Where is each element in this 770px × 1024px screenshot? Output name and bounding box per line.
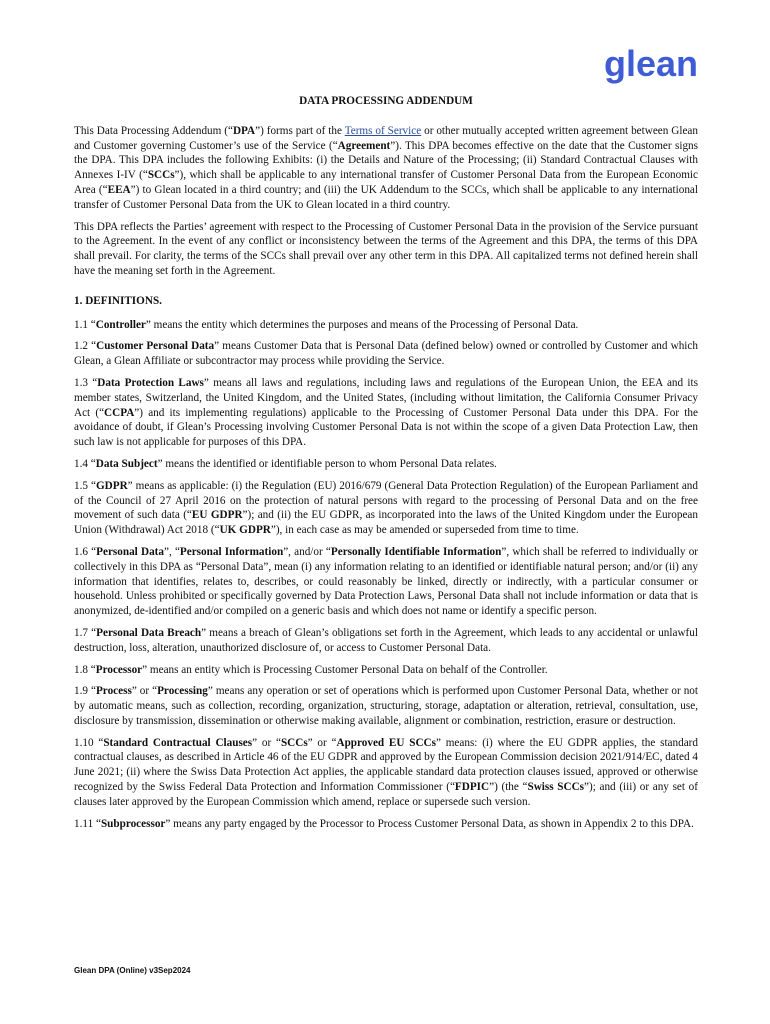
definition-1-2: 1.2 “Customer Personal Data” means Customer Data that is Personal Data (defined below) owned or controlled by Customer and which Glean, a Glean Affiliate or subcontractor may process while providing the Service.: [74, 340, 698, 368]
definition-1-4: 1.4 “Data Subject” means the identified or identifiable person to whom Personal Data relates.: [74, 457, 497, 470]
intro-paragraph-2: This DPA reflects the Parties’ agreement with respect to the Processing of Customer Personal Data in the provision of the Service pursuant to the Agreement. In the event of any conflict or inconsistency between the terms of the Agreement and this DPA, the terms of this DPA shall prevail. For clarity, the terms of the SCCs shall prevail over any other term in this DPA. All capitalized terms not defined herein shall have the meaning set forth in the Agreement.: [74, 220, 698, 277]
definition-1-10: 1.10 “Standard Contractual Clauses” or “SCCs” or “Approved EU SCCs” means: (i) where the EU GDPR applies, the standard contractual clauses, as described in Article 46 of the EU GDPR and approved by the European Commission decision 2021/914/EC, dated 4 June 2021; (ii) where the Swiss Data Protection Act applies, the applicable standard data protection clauses issued, approved or otherwise recognized by the Swiss Federal Data Protection and Information Commissioner (“FDPIC”) (the “Swiss SCCs”); and (iii) or any set of clauses later approved by the European Commission which amend, replace or supersede such version.: [74, 736, 698, 808]
logo-text: glean: [603, 44, 699, 84]
definition-1-6: 1.6 “Personal Data”, “Personal Information”, and/or “Personally Identifiable Information”, which shall be referred to individually or collectively in this DPA as “Personal Data”, mean (i) any information relating to an identified or identifiable natural person; and/or (ii) any information that identifies, relates to, describes, or could reasonably be linked, directly or indirectly, with a particular consumer or household. Unless prohibited or specifically governed by Data Protection Laws, Personal Data shall not include information or data that is anonymized, de-identified and/or compiled on a generic basis and which does not name or identify a specific person.: [74, 545, 699, 618]
definition-1-3: 1.3 “Data Protection Laws” means all laws and regulations, including laws and regulations of the European Union, the EEA and its member states, Switzerland, the United Kingdom, and the United States, (including without limitation, the California Consumer Privacy Act (“CCPA”) and its implementing regulations) applicable to the Processing of Customer Personal Data under this DPA. For the avoidance of doubt, if Glean’s Processing involving Customer Personal Data is not within the scope of a given Data Protection Law, then such law is not applicable for purposes of this DPA.: [74, 376, 698, 449]
section-heading-definitions: 1. DEFINITIONS.: [74, 294, 162, 307]
definition-1-7: 1.7 “Personal Data Breach” means a breach of Glean’s obligations set forth in the Agreement, which leads to any accidental or unlawful destruction, loss, alteration, unauthorized disclosure of, or access to Customer Personal Data.: [74, 626, 698, 654]
page-title: DATA PROCESSING ADDENDUM: [299, 95, 473, 107]
intro-paragraph-1: This Data Processing Addendum (“DPA”) forms part of the Terms of Service or other mutually accepted written agreement between Glean and Customer governing Customer’s use of the Service (“Agreement”). This DPA becomes effective on the date that the Customer signs the DPA. This DPA includes the following Exhibits: (i) the Details and Nature of the Processing; (ii) Standard Contractual Clauses with Annexes I-IV (“SCCs”), which shall be applicable to any international transfer of Customer Personal Data from the European Economic Area (“EEA”) to Glean located in a third country; and (iii) the UK Addendum to the SCCs, which shall be applicable to any international transfer of Customer Personal Data from the UK to Glean located in a third country.: [74, 124, 699, 211]
page-footer: Glean DPA (Online) v3Sep2024: [74, 966, 191, 975]
definition-1-5: 1.5 “GDPR” means as applicable: (i) the Regulation (EU) 2016/679 (General Data Protection Regulation) of the European Parliament and of the Council of 27 April 2016 on the protection of natural persons with regard to the processing of Personal Data and on the free movement of such data (“EU GDPR”); and (ii) the EU GDPR, as incorporated into the laws of the United Kingdom under the European Union (Withdrawal) Act 2018 (“UK GDPR”), in each case as may be amended or superseded from time to time.: [74, 479, 698, 537]
glean-logo: [601, 44, 701, 88]
terms-of-service-link[interactable]: Terms of Service: [344, 124, 422, 137]
definition-1-1: 1.1 “Controller” means the entity which determines the purposes and means of the Processing of Personal Data.: [74, 318, 579, 331]
definition-1-9: 1.9 “Process” or “Processing” means any operation or set of operations which is performed upon Customer Personal Data, whether or not by automatic means, such as collection, recording, organization, structuring, storage, adaptation or alteration, retrieval, consultation, use, disclosure by transmission, dissemination or otherwise making available, alignment or combination, restriction, erasure or destruction.: [74, 685, 698, 727]
definition-1-11: 1.11 “Subprocessor” means any party engaged by the Processor to Process Customer Personal Data, as shown in Appendix 2 to this DPA.: [74, 817, 694, 830]
definition-1-8: 1.8 “Processor” means an entity which is Processing Customer Personal Data on behalf of the Controller.: [74, 663, 548, 676]
document-body: [74, 94, 698, 838]
